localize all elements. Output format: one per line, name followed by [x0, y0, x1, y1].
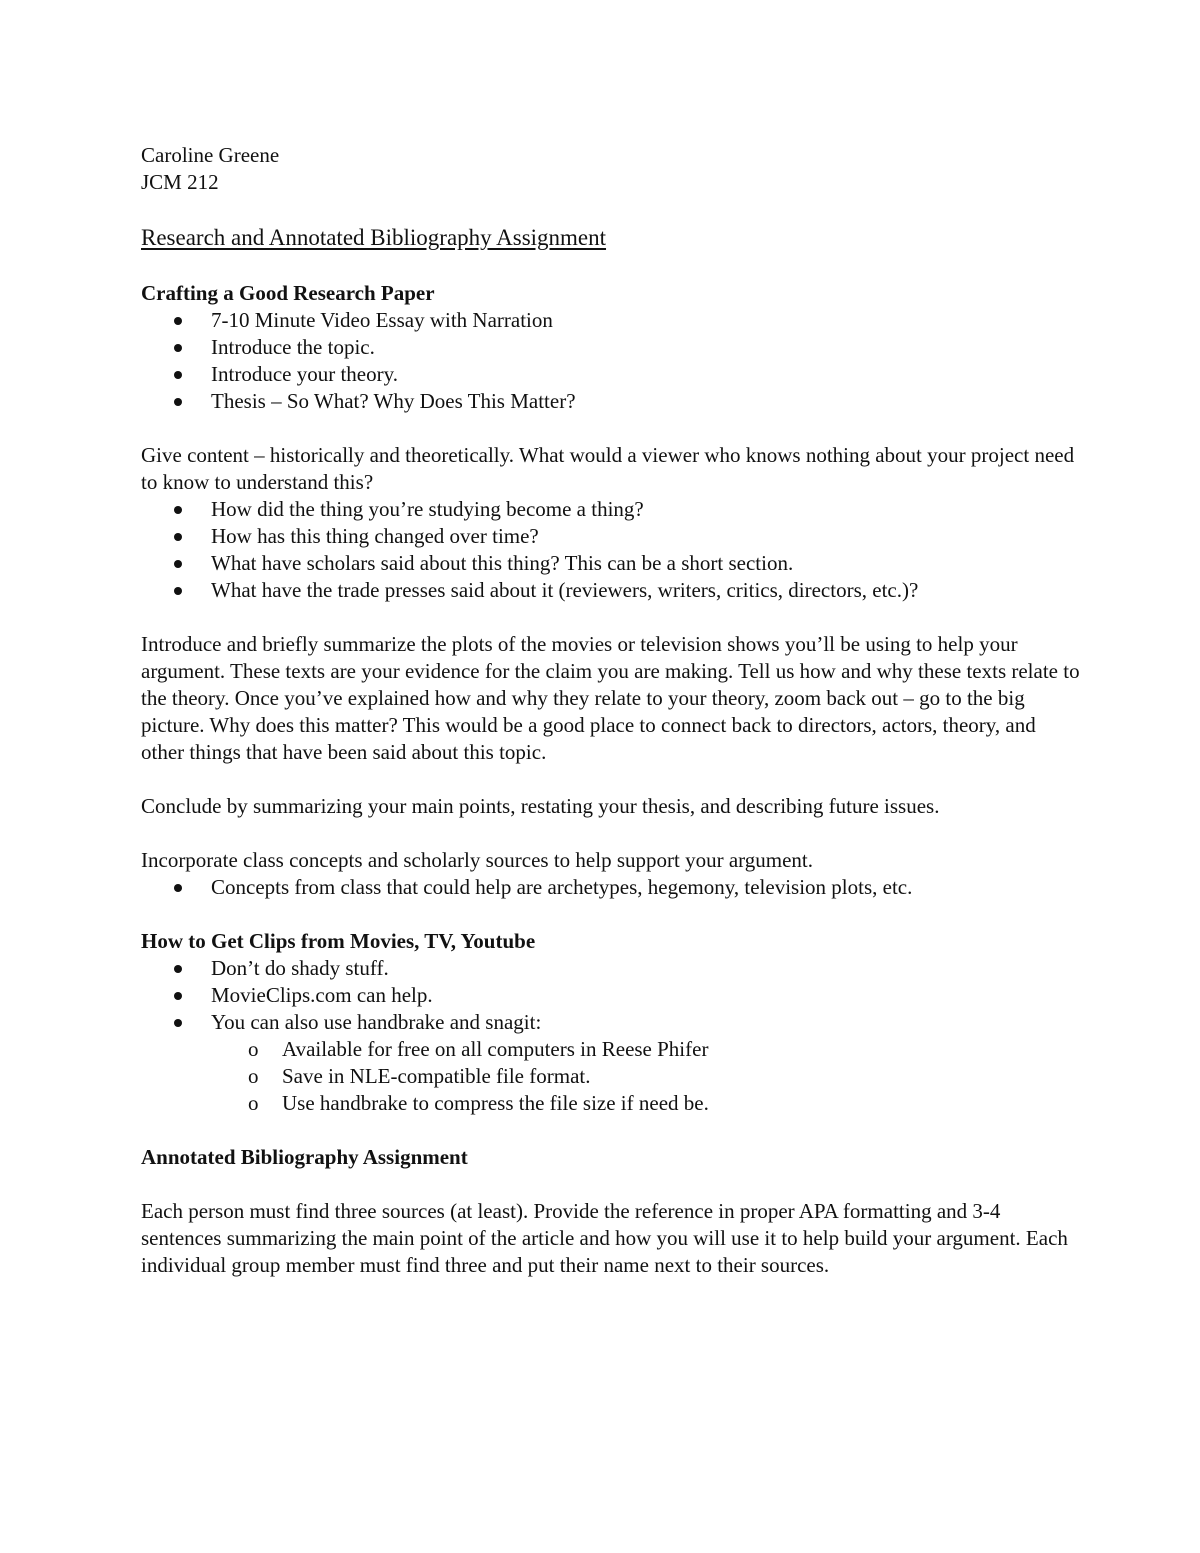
- document-title: Research and Annotated Bibliography Assignment: [141, 225, 607, 250]
- author-name: Caroline Greene: [141, 143, 280, 167]
- incorporate-bullet-list: [141, 874, 1081, 901]
- section-heading-clips: How to Get Clips from Movies, TV, Youtube: [141, 929, 536, 953]
- list-item: 7-10 Minute Video Essay with Narration: [141, 307, 1081, 334]
- course-code: JCM 212: [141, 170, 219, 194]
- list-item: What have the trade presses said about it (reviewers, writers, critics, directors, etc.)?: [141, 577, 1081, 604]
- sub-list-item: o Available for free on all computers in Reese Phifer: [141, 1036, 1081, 1063]
- incorporate-paragraph: Incorporate class concepts and scholarly sources to help support your argument.: [141, 848, 813, 872]
- list-item: How did the thing you’re studying become a thing?: [141, 496, 1081, 523]
- sub-list-item: o Use handbrake to compress the file size if need be.: [141, 1090, 1081, 1117]
- list-item: Don’t do shady stuff.: [141, 955, 1081, 982]
- list-item: [141, 1009, 1081, 1036]
- list-item: What have scholars said about this thing? This can be a short section.: [141, 550, 1081, 577]
- list-item-text: You can also use handbrake and snagit:: [211, 1010, 542, 1034]
- introduce-paragraph: Introduce and briefly summarize the plots of the movies or television shows you’ll be using to help your argument. These texts are your evidence for the claim you are making. Tell us how and why these texts relate to the theory. Once you’ve explained how and why they relate to your theory, zoom back out – go to the big picture. Why does this matter? This would be a good place to connect back to directors, actors, theory, and other things that have been said about this topic.: [141, 632, 1080, 764]
- clips-bullet-list: [141, 955, 1081, 1036]
- list-item: Introduce your theory.: [141, 361, 1081, 388]
- section-heading-bibliography: Annotated Bibliography Assignment: [141, 1145, 468, 1169]
- list-item: Thesis – So What? Why Does This Matter?: [141, 388, 1081, 415]
- crafting-bullet-list: [141, 307, 1081, 415]
- conclude-paragraph: Conclude by summarizing your main points, restating your thesis, and describing future issues.: [141, 794, 940, 818]
- list-item: Introduce the topic.: [141, 334, 1081, 361]
- bibliography-paragraph: Each person must find three sources (at least). Provide the reference in proper APA formatting and 3-4 sentences summarizing the main point of the article and how you will use it to help build your argument. Each individual group member must find three and put their name next to their sources.: [141, 1199, 1068, 1277]
- list-item: Concepts from class that could help are archetypes, hegemony, television plots, etc.: [141, 874, 1081, 901]
- section-heading-crafting: Crafting a Good Research Paper: [141, 281, 435, 305]
- context-bullet-list: [141, 496, 1081, 604]
- sub-list-item: o Save in NLE-compatible file format.: [141, 1063, 1081, 1090]
- context-paragraph: Give content – historically and theoretically. What would a viewer who knows nothing about your project need to know to understand this?: [141, 443, 1075, 494]
- clips-sub-bullet-list: [141, 1036, 1081, 1117]
- list-item: How has this thing changed over time?: [141, 523, 1081, 550]
- document-page: [141, 142, 1081, 1279]
- list-item: MovieClips.com can help.: [141, 982, 1081, 1009]
